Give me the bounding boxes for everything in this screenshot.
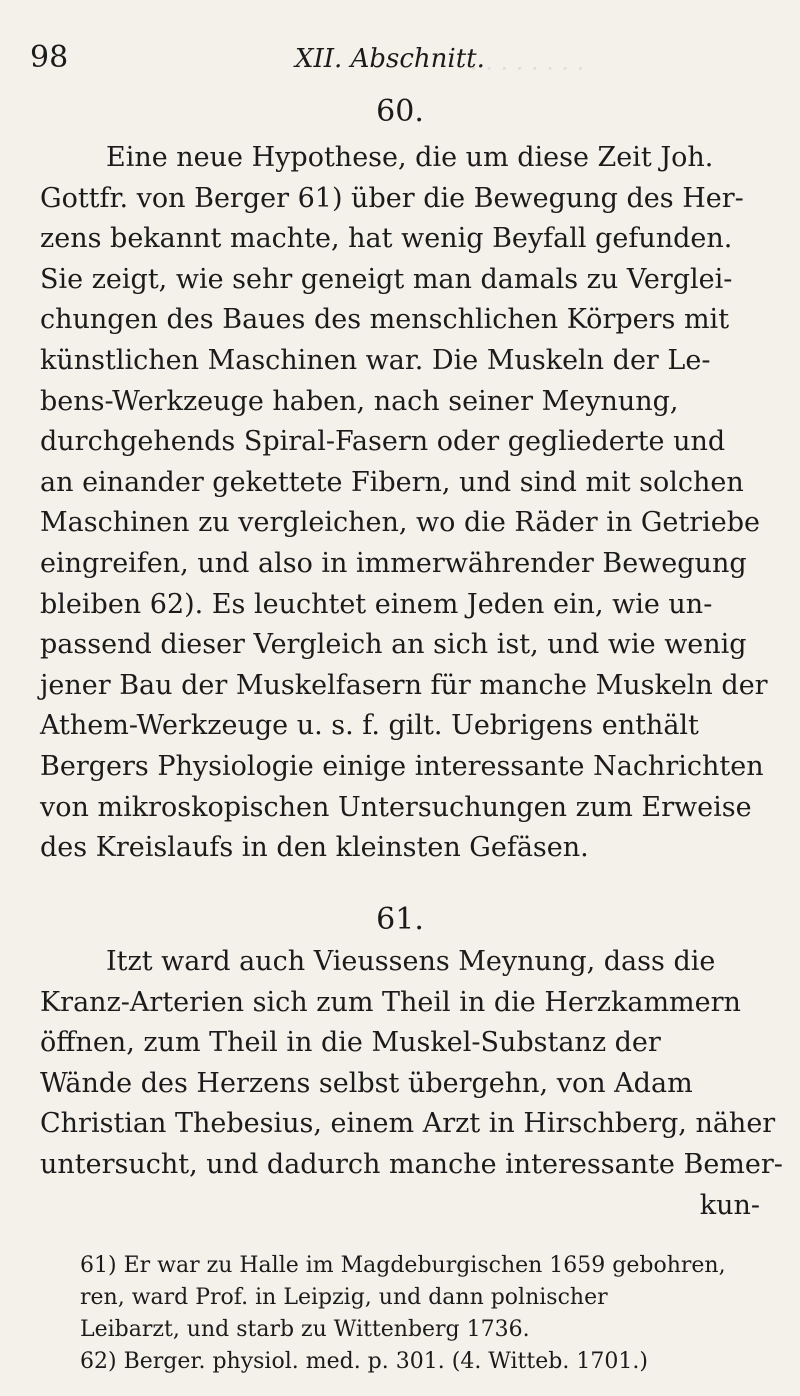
text-line: passend dieser Vergleich an sich ist, und wie wenig	[40, 629, 747, 661]
text-line: öffnen, zum Theil in die Muskel-Substanz der	[40, 1027, 661, 1059]
text-line: Bergers Physiologie einige interessante Nachrichten	[40, 750, 764, 782]
section-60-body	[40, 138, 768, 869]
section-number-61: 61.	[376, 902, 424, 937]
section-61-body	[40, 942, 783, 1226]
bleed-through-text: · · · · · · · ·	[470, 55, 585, 83]
text-line: kun-	[699, 1189, 760, 1221]
text-line: von mikroskopischen Untersuchungen zum Erweise	[40, 791, 752, 823]
footnote-line: 62) Berger. physiol. med. p. 301. (4. Witteb. 1701.)	[80, 1349, 648, 1374]
text-line: Christian Thebesius, einem Arzt in Hirschberg, näher	[40, 1108, 776, 1140]
text-line: bens-Werkzeuge haben, nach seiner Meynung,	[40, 385, 679, 417]
text-line: Eine neue Hypothese, die um diese Zeit Joh.	[106, 142, 714, 173]
page-header	[30, 40, 760, 80]
text-line: Wände des Herzens selbst übergehn, von Adam	[40, 1067, 693, 1099]
text-line: jener Bau der Muskelfasern für manche Muskeln der	[40, 669, 768, 701]
text-line: des Kreislaufs in den kleinsten Gefäsen.	[40, 832, 589, 864]
text-line: untersucht, und dadurch manche interessante Bemer-	[40, 1148, 783, 1180]
text-line: Maschinen zu vergleichen, wo die Räder in Getriebe	[40, 507, 761, 539]
footnote-62	[80, 1346, 765, 1378]
footnote-line: Leibarzt, und starb zu Wittenberg 1736.	[80, 1317, 530, 1342]
section-number-60: 60.	[376, 94, 424, 129]
page-number: 98	[30, 40, 69, 75]
text-line: Athem-Werkzeuge u. s. f. gilt. Uebrigens enthält	[40, 710, 699, 742]
text-line: künstlichen Maschinen war. Die Muskeln der Le-	[40, 344, 711, 376]
text-line: durchgehends Spiral-Fasern oder gegliederte und	[40, 426, 726, 458]
text-line: zens bekannt machte, hat wenig Beyfall gefunden.	[40, 223, 733, 255]
text-line: bleiben 62). Es leuchtet einem Jeden ein, wie un-	[40, 588, 713, 620]
footnote-line: ren, ward Prof. in Leipzig, und dann polnischer	[80, 1285, 608, 1310]
text-line: Sie zeigt, wie sehr geneigt man damals zu Verglei-	[40, 263, 733, 295]
footnote-line: 61) Er war zu Halle im Magdeburgischen 1659 gebohren,	[80, 1253, 726, 1278]
footnote-61	[80, 1250, 765, 1346]
text-line: chungen des Baues des menschlichen Körpers mit	[40, 304, 730, 336]
text-line: eingreifen, und also in immerwährender Bewegung	[40, 547, 747, 579]
text-line: an einander gekettete Fibern, und sind mit solchen	[40, 466, 744, 498]
text-line: Gottfr. von Berger 61) über die Bewegung des Her-	[40, 182, 744, 214]
text-line: Kranz-Arterien sich zum Theil in die Herzkammern	[40, 986, 741, 1018]
running-title: XII. Abschnitt.	[295, 44, 485, 74]
text-line: Itzt ward auch Vieussens Meynung, dass die	[106, 946, 716, 977]
